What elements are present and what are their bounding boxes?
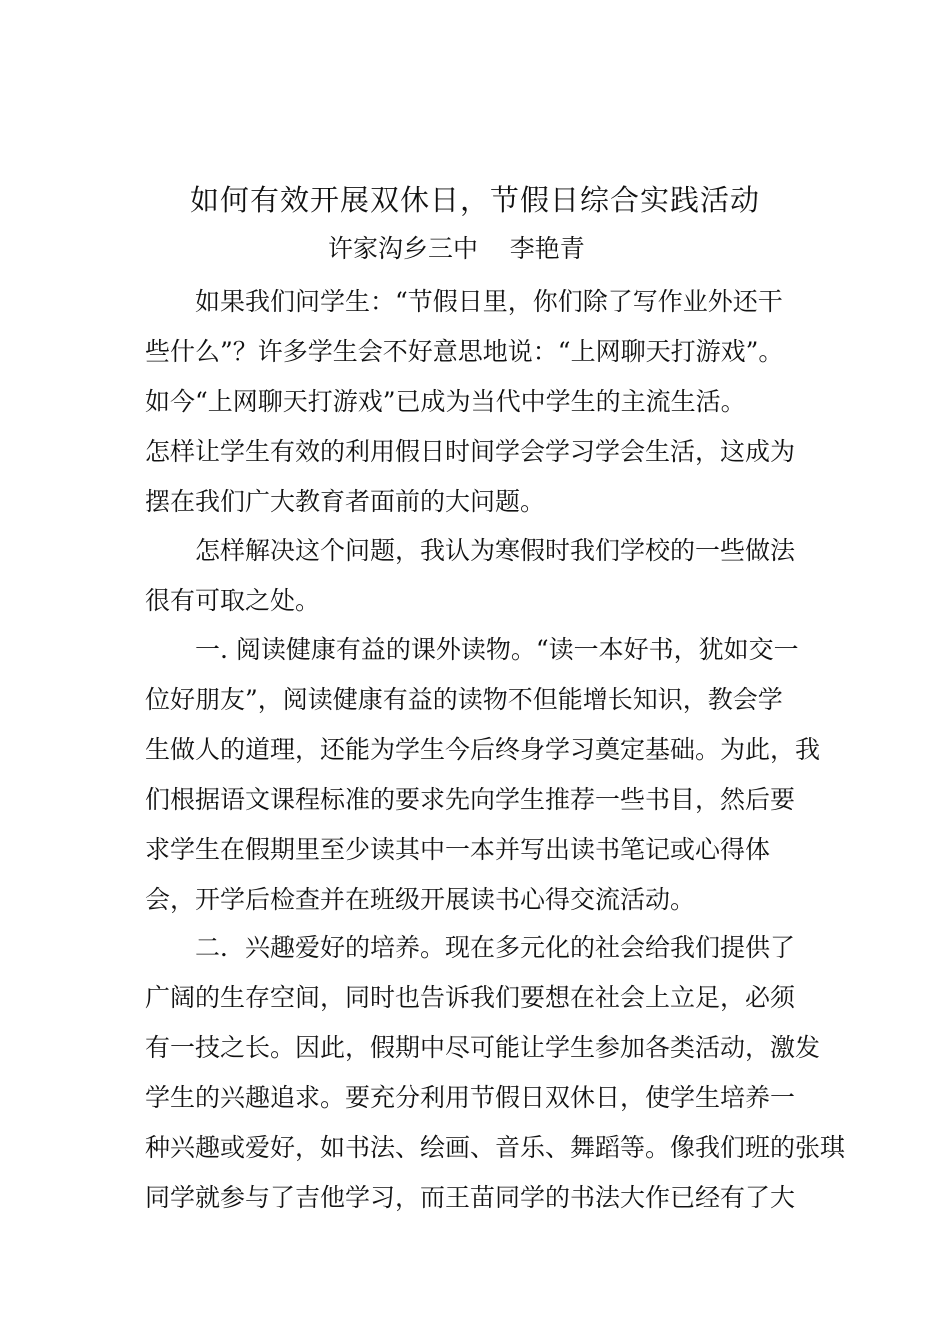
paragraph-line: 位好朋友”，阅读健康有益的读物不但能增长知识，教会学 [145,685,783,714]
paragraph-line: 二．兴趣爱好的培养。现在多元化的社会给我们提供了 [145,933,796,962]
paragraph-line: 如果我们问学生：“节假日里，你们除了写作业外还干 [145,287,783,316]
paragraph-line: 学生的兴趣追求。要充分利用节假日双休日，使学生培养一 [145,1083,796,1112]
paragraph-line: 怎样解决这个问题，我认为寒假时我们学校的一些做法 [145,536,796,565]
paragraph-4 [145,923,846,1223]
paragraph-line: 如今“上网聊天打游戏”已成为当代中学生的主流生活。 [145,387,746,416]
paragraph-line: 很有可取之处。 [145,586,321,615]
document-title: 如何有效开展双休日，节假日综合实践活动 [189,183,760,217]
paragraph-line: 广阔的生存空间，同时也告诉我们要想在社会上立足，必须 [145,983,796,1012]
paragraph-line: 摆在我们广大教育者面前的大问题。 [145,487,546,516]
paragraph-line: 些什么”？许多学生会不好意思地说：“上网聊天打游戏”。 [145,337,784,366]
paragraph-line: 怎样让学生有效的利用假日时间学会学习学会生活，这成为 [145,437,796,466]
paragraph-line: 们根据语文课程标准的要求先向学生推荐一些书目，然后要 [145,785,796,814]
document-author: 许家沟乡三中 李艳青 [328,234,585,263]
paragraph-line: 同学就参与了吉他学习，而王苗同学的书法大作已经有了大 [145,1183,796,1212]
paragraph-1 [145,277,825,527]
paragraph-2 [145,526,825,626]
paragraph-line: 有一技之长。因此，假期中尽可能让学生参加各类活动，激发 [145,1033,821,1062]
paragraph-line: 种兴趣或爱好，如书法、绘画、音乐、舞蹈等。像我们班的张琪 [145,1133,846,1162]
paragraph-3 [145,625,825,925]
paragraph-line: 会，开学后检查并在班级开展读书心得交流活动。 [145,885,696,914]
paragraph-line: 求学生在假期里至少读其中一本并写出读书笔记或心得体 [145,835,771,864]
paragraph-line: 生做人的道理，还能为学生今后终身学习奠定基础。为此，我 [145,735,821,764]
paragraph-line: 一. 阅读健康有益的课外读物。“读一本好书，犹如交一 [145,635,799,664]
